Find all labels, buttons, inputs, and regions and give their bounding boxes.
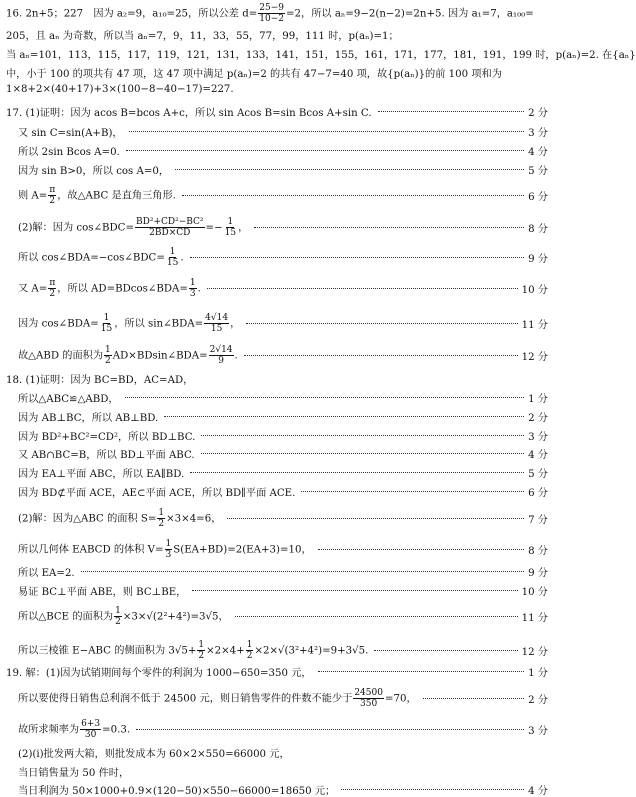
fraction: $\frac{\pi}{2}$ bbox=[49, 185, 56, 206]
dot-leader bbox=[125, 397, 524, 398]
line-text-after: =70， bbox=[384, 693, 417, 705]
fraction: $\frac{1}{15}$ bbox=[166, 247, 179, 268]
line-text: 故所求频率为 bbox=[18, 724, 80, 736]
score-label: 3 分 bbox=[528, 432, 548, 443]
dot-leader bbox=[182, 195, 524, 196]
line-content bbox=[18, 508, 221, 529]
line-text: 故△ABD 的面积为 bbox=[18, 350, 104, 362]
line-text: 又 A= bbox=[18, 283, 48, 295]
line-content bbox=[6, 65, 502, 80]
line-content bbox=[18, 719, 130, 740]
score-label: 11 分 bbox=[521, 320, 548, 331]
text-line bbox=[0, 782, 554, 797]
text-line bbox=[0, 278, 554, 299]
text-line bbox=[0, 247, 554, 268]
text-line bbox=[0, 539, 554, 560]
text-line bbox=[0, 428, 554, 443]
dot-leader bbox=[81, 571, 524, 572]
line-content bbox=[18, 764, 129, 779]
line-text: (2)解：因为 cos∠BDC= bbox=[18, 222, 135, 234]
line-text: 17. (1)证明：因为 acos B=bcos A+c，所以 sin Acos B=sin Bcos A+sin C. bbox=[6, 108, 372, 119]
line-text: 因为 sin B>0，所以 cos A=0， bbox=[18, 166, 170, 177]
text-line bbox=[0, 583, 554, 598]
fraction: $\frac{2√14}{9}$ bbox=[209, 345, 233, 366]
line-text: 又 sin C=sin(A+B)， bbox=[18, 128, 123, 139]
text-line bbox=[0, 371, 554, 386]
score-label: 12 分 bbox=[521, 647, 548, 658]
fraction: $\frac{1}{15}$ bbox=[100, 313, 113, 334]
line-text: 因为 BD²+BC²=CD²，所以 BD⊥BC. bbox=[18, 432, 196, 443]
line-content bbox=[18, 278, 201, 299]
line-text: (2)(i)批发两大箱，则批发成本为 60×2×550=66000 元， bbox=[18, 749, 290, 760]
text-line bbox=[0, 664, 554, 679]
line-text: 所以 EA=2. bbox=[18, 568, 75, 579]
score-label: 8 分 bbox=[528, 224, 548, 235]
line-text-after: =2，所以 aₙ=9−2(n−2)=2n+5. 因为 a₁=7，a₁₀₀= bbox=[286, 8, 534, 20]
fraction: $\frac{\text{BD²+CD²−BC²}}{2BD\times CD}$ bbox=[136, 217, 204, 238]
line-text: 所以△BCE 的面积为 bbox=[18, 611, 114, 623]
line-text-after: . bbox=[180, 252, 184, 264]
line-text-after: =− bbox=[205, 222, 223, 234]
line-content bbox=[18, 124, 123, 139]
line-text: 因为 cos∠BDA= bbox=[18, 318, 99, 330]
score-label: 6 分 bbox=[528, 192, 548, 203]
line-content bbox=[18, 313, 240, 334]
dot-leader bbox=[227, 518, 524, 519]
line-content bbox=[18, 446, 195, 461]
line-text: 16. 2n+5；227 因为 a₂=9，a₁₀=25，所以公差 d= bbox=[6, 8, 258, 20]
dot-leader bbox=[164, 416, 524, 417]
line-content bbox=[6, 664, 312, 679]
score-label: 1 分 bbox=[528, 668, 548, 679]
dot-leader bbox=[192, 590, 517, 591]
line-text-after: ，所以 AD=BDcos∠BDA= bbox=[57, 283, 188, 295]
fraction: $\frac{1}{2}$ bbox=[105, 345, 111, 366]
score-label: 4 分 bbox=[528, 450, 548, 461]
text-line bbox=[0, 84, 554, 95]
line-content bbox=[6, 3, 534, 24]
score-label: 4 分 bbox=[528, 147, 548, 158]
text-line bbox=[0, 564, 554, 579]
dot-leader bbox=[235, 616, 518, 617]
line-text: 所以 2sin Bcos A=0. bbox=[18, 147, 120, 158]
text-line bbox=[0, 46, 636, 61]
fraction: $\frac{1}{2}$ bbox=[246, 640, 253, 661]
line-content bbox=[18, 564, 75, 579]
score-label: 10 分 bbox=[521, 285, 548, 296]
text-line bbox=[0, 640, 554, 661]
text-line bbox=[0, 409, 554, 424]
line-text: (2)解：因为△ABC 的面积 S= bbox=[18, 513, 157, 525]
line-content bbox=[6, 46, 636, 61]
text-line bbox=[0, 162, 554, 177]
line-content bbox=[18, 162, 169, 177]
dot-leader bbox=[244, 355, 518, 356]
text-line bbox=[0, 143, 554, 158]
line-content bbox=[18, 484, 295, 499]
dot-leader bbox=[126, 150, 524, 151]
line-content bbox=[6, 104, 372, 119]
line-text-after: ×3×4=6， bbox=[166, 513, 222, 525]
text-line bbox=[0, 764, 554, 779]
dot-leader bbox=[301, 491, 524, 492]
line-text: 易证 BC⊥平面 ABE，则 BC⊥BE， bbox=[18, 587, 187, 598]
dot-leader bbox=[175, 169, 524, 170]
line-content bbox=[18, 217, 248, 238]
fraction: $\frac{25-9}{10-2}$ bbox=[259, 3, 285, 24]
score-label: 2 分 bbox=[528, 695, 548, 706]
line-content bbox=[18, 782, 335, 797]
line-text: 205，且 aₙ 为奇数，所以当 aₙ=7，9，11，33，55，77，99，111 时，p(aₙ)=1； bbox=[6, 31, 399, 42]
dot-leader bbox=[190, 257, 524, 258]
dot-leader bbox=[318, 549, 524, 550]
line-text: 所以要使得日销售总利润不低于 24500 元，则日销售零件的件数不能少于 bbox=[18, 693, 353, 705]
text-line bbox=[0, 217, 554, 238]
line-content bbox=[18, 640, 368, 661]
line-text: 当 aₙ=101，113，115，117，119，121，131，133，141，151，155，161，171，177，181，191，199 时，p(aₙ)=2. 在{aₙ} bbox=[6, 50, 636, 61]
line-text: 1×8+2×(40+17)+3×(100−8−40−17)=227. bbox=[6, 84, 234, 95]
text-line bbox=[0, 688, 554, 709]
text-line bbox=[0, 185, 554, 206]
line-text-after: AD×BDsin∠BDA= bbox=[112, 350, 208, 362]
fraction: $\frac{1}{15}$ bbox=[224, 217, 237, 238]
score-label: 5 分 bbox=[528, 469, 548, 480]
dot-leader bbox=[190, 472, 524, 473]
fraction: $\frac{\pi}{2}$ bbox=[49, 278, 56, 299]
line-content bbox=[18, 606, 229, 627]
score-label: 2 分 bbox=[528, 413, 548, 424]
dot-leader bbox=[246, 323, 517, 324]
line-content bbox=[18, 539, 312, 560]
text-line bbox=[0, 345, 554, 366]
text-line bbox=[0, 508, 554, 529]
fraction: $\frac{6+3}{30}$ bbox=[81, 719, 101, 740]
line-text: 19. 解：(1)因为试销期间每个零件的利润为 1000−650=350 元， bbox=[6, 668, 312, 679]
text-line bbox=[0, 606, 554, 627]
score-label: 8 分 bbox=[528, 546, 548, 557]
line-text: 则 A= bbox=[18, 190, 48, 202]
score-label: 9 分 bbox=[528, 254, 548, 265]
line-content bbox=[18, 428, 195, 443]
line-text-after: ×2×4+ bbox=[206, 645, 245, 657]
dot-leader bbox=[378, 111, 525, 112]
fraction: $\frac{1}{2}$ bbox=[115, 606, 121, 627]
dot-leader bbox=[207, 288, 518, 289]
line-content bbox=[18, 185, 176, 206]
text-line bbox=[0, 390, 554, 405]
line-text: 当日销售量为 50 件时， bbox=[18, 768, 130, 779]
line-text: 因为 AB⊥BC，所以 AB⊥BD. bbox=[18, 413, 159, 424]
line-text: 又 AB∩BC=B，所以 BD⊥平面 ABC. bbox=[18, 450, 195, 461]
line-text: 因为 BD⊄平面 ACE，AE⊂平面 ACE，所以 BD∥平面 ACE. bbox=[18, 488, 296, 499]
line-text: 所以△ABC≌△ABD， bbox=[18, 394, 119, 405]
line-text-after: S(EA+BD)=2(EA+3)=10， bbox=[173, 544, 312, 556]
line-content bbox=[18, 247, 184, 268]
fraction: $\frac{1}{3}$ bbox=[165, 539, 172, 560]
line-content bbox=[18, 745, 290, 760]
score-label: 9 分 bbox=[528, 568, 548, 579]
text-line bbox=[0, 104, 554, 119]
line-text-after2: ×2×√(3²+4²)=9+3√5. bbox=[254, 645, 369, 657]
score-label: 5 分 bbox=[528, 166, 548, 177]
line-content bbox=[18, 345, 238, 366]
dot-leader bbox=[129, 131, 524, 132]
line-content bbox=[18, 409, 158, 424]
line-text-after2: ， bbox=[230, 318, 241, 330]
text-line bbox=[0, 446, 554, 461]
fraction: $\frac{1}{3}$ bbox=[189, 278, 196, 299]
score-label: 12 分 bbox=[521, 352, 548, 363]
line-content bbox=[6, 84, 234, 95]
dot-leader bbox=[318, 671, 524, 672]
line-text: 所以几何体 EABCD 的体积 V= bbox=[18, 544, 164, 556]
line-text: 所以 cos∠BDA=−cos∠BDC= bbox=[18, 252, 165, 264]
line-text: 所以三棱锥 E−ABC 的侧面积为 3√5+ bbox=[18, 645, 197, 657]
line-text: 当日利润为 50×1000+0.9×(120−50)×550−66000=18650 元； bbox=[18, 786, 336, 797]
score-label: 1 分 bbox=[528, 394, 548, 405]
line-text-after2: . bbox=[197, 283, 201, 295]
text-line bbox=[0, 65, 554, 80]
line-content bbox=[6, 371, 193, 386]
fraction: $\frac{1}{2}$ bbox=[158, 508, 165, 529]
line-text-after: ×3×√(2²+4²)=3√5， bbox=[122, 611, 229, 623]
text-line bbox=[0, 465, 554, 480]
fraction: $\frac{1}{2}$ bbox=[198, 640, 205, 661]
line-text-after: =0.3. bbox=[102, 724, 131, 736]
line-text: 18. (1)证明：因为 BC=BD，AC=AD， bbox=[6, 375, 194, 386]
line-text: 中，小于 100 的项共有 47 项，这 47 项中满足 p(aₙ)=2 的共有 47−7=40 项，故{p(aₙ)}的前 100 项和为 bbox=[6, 69, 502, 80]
text-line bbox=[0, 719, 554, 740]
dot-leader bbox=[201, 453, 524, 454]
score-label: 3 分 bbox=[528, 726, 548, 737]
dot-leader bbox=[136, 729, 524, 730]
line-content bbox=[6, 27, 399, 42]
score-label: 7 分 bbox=[528, 515, 548, 526]
line-content bbox=[18, 143, 120, 158]
score-label: 11 分 bbox=[521, 613, 548, 624]
line-text-after2: ， bbox=[238, 222, 249, 234]
text-line bbox=[0, 484, 554, 499]
score-label: 4 分 bbox=[528, 786, 548, 797]
line-text-after: ，所以 sin∠BDA= bbox=[114, 318, 204, 330]
line-text: 因为 EA⊥平面 ABC，所以 EA∥BD. bbox=[18, 469, 185, 480]
dot-leader bbox=[341, 789, 524, 790]
text-line bbox=[0, 124, 554, 139]
text-line bbox=[0, 745, 554, 760]
line-text-after2: . bbox=[234, 350, 238, 362]
score-label: 2 分 bbox=[528, 108, 548, 119]
dot-leader bbox=[423, 698, 524, 699]
line-content bbox=[18, 583, 186, 598]
line-text-after: ，故△ABC 是直角三角形. bbox=[57, 190, 176, 202]
score-label: 3 分 bbox=[528, 128, 548, 139]
line-content bbox=[18, 465, 184, 480]
line-content bbox=[18, 688, 417, 709]
score-label: 10 分 bbox=[521, 587, 548, 598]
fraction: $\frac{24500}{350}$ bbox=[354, 688, 383, 709]
text-line bbox=[0, 3, 554, 24]
text-line bbox=[0, 27, 554, 42]
dot-leader bbox=[374, 650, 517, 651]
fraction: $\frac{4√14}{15}$ bbox=[205, 313, 229, 334]
score-label: 6 分 bbox=[528, 488, 548, 499]
text-line bbox=[0, 313, 554, 334]
dot-leader bbox=[254, 227, 524, 228]
line-content bbox=[18, 390, 119, 405]
dot-leader bbox=[201, 435, 524, 436]
